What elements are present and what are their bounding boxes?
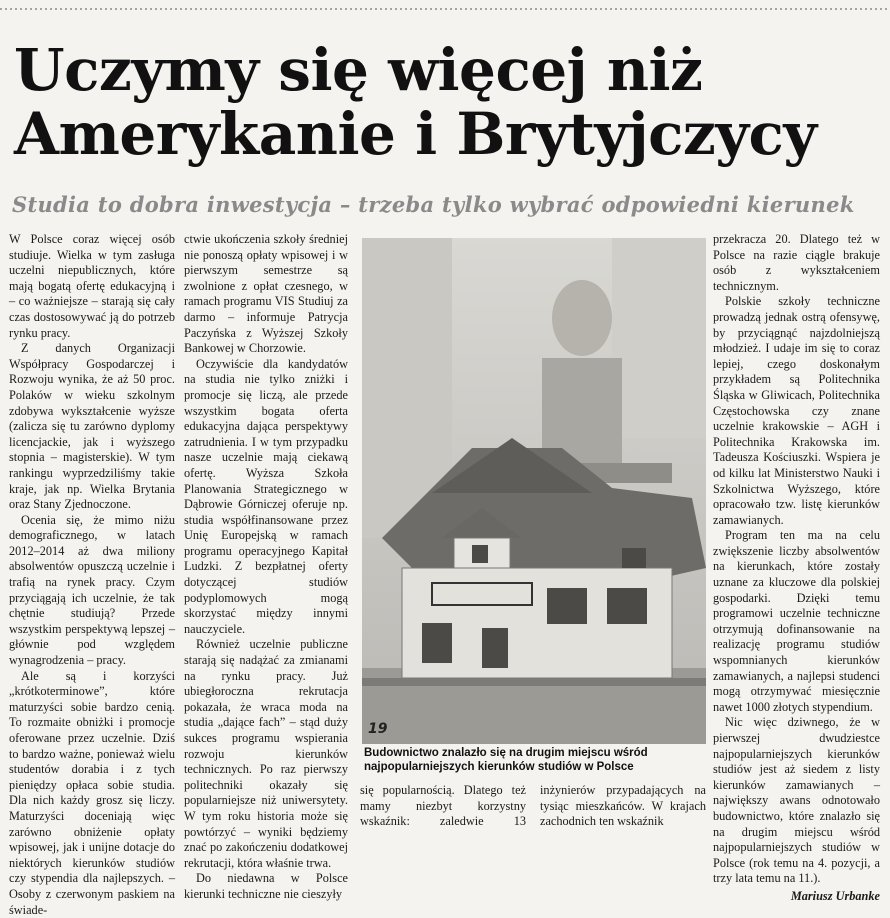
paragraph: przekracza 20. Dlatego też w Polsce na razie ciągle brakuje osób z wykształceniem technicznym. — [713, 232, 880, 293]
column-1 — [9, 232, 175, 918]
column-2-continuation — [360, 783, 706, 830]
top-rule — [0, 0, 890, 6]
photo-number: 19 — [368, 721, 388, 737]
paragraph: Również uczelnie publiczne starają się nadążać za zmianami na rynku pracy. Już ubiegłoroczna rekrutacja pokazała, że wraca moda na studia „dające fach” – stąd duży sukces programu wspierania rozwoju kierunków technicznych. Po raz pierwszy politechniki okazały się popularniejsze niż uniwersytety. W tym roku historia może się powtórzyć – wyniki będziemy znać po zakończeniu dodatkowej rekrutacji, która właśnie trwa. — [184, 637, 348, 870]
paragraph: Ocenia się, że mimo niżu demograficznego, w latach 2012–2014 aż dwa miliony absolwentów opuszczą uczelnie i trafią na rynek pracy. Czym przyciągają ich uczelnie, że tak chętnie studiują? Przede wszystkim perspektywą lepszej – głównie pod względem wynagrodzenia – pracy. — [9, 512, 175, 668]
paragraph: Z danych Organizacji Współpracy Gospodarczej i Rozwoju wynika, że aż 50 proc. Polaków w wieku szkolnym zdobywa wykształcenie wyższe (zalicza się tu zarówno dyplomy licencjackie, jak i wyższego stopnia – magisterskie). W tym rankingu wyprzedziliśmy takie kraje, jak np. Wielka Brytania oraz Stany Zjednoczone. — [9, 341, 175, 512]
paragraph: Ale są i korzyści „krótkoterminowe”, które maturzyści sobie bardzo cenią. To rozmaite obniżki i promocje oferowane przez uczelnie. Dziś to bardzo ważne, ponieważ wielu studentów dorabia i z tych pieniędzy opłaca sobie studia. Dla nich każdy grosz się liczy. Maturzyści doceniają więc zarówno obniżenie opłaty wpisowej, jak i unijne dotacje do niektórych kierunków studiów czy stypendia dla najlepszych. – Osoby z czerwonym paskiem na świade- — [9, 668, 175, 917]
house-model-photo — [362, 238, 706, 744]
column-2 — [184, 232, 348, 903]
paragraph: W Polsce coraz więcej osób studiuje. Wielka w tym zasługa uczelni niepublicznych, które mają bogatą ofertę edukacyjną i – co ważniejsze – starają się cały czas dostosowywać ją do potrzeb rynku pracy. — [9, 232, 175, 340]
photo-caption: Budownictwo znalazło się na drugim miejscu wśród najpopularniejszych kierunków studiów w Polsce — [364, 747, 648, 773]
author-signature: Mariusz Urbanke — [790, 888, 880, 903]
paragraph: Do niedawna w Polsce kierunki techniczne nie cieszyły — [184, 871, 348, 901]
column-3 — [713, 232, 880, 905]
headline-line-1: Uczymy się więcej niż — [14, 36, 703, 104]
paragraph: Nic więc dziwnego, że w pierwszej dwudziestce najpopularniejszych kierunków studiów jest aż siedem z listy kierunków zamawianych – największy awans odnotowało budownictwo, które znalazło się na drugim miejscu wśród najpopularniejszych studiów w Polsce (rok temu na 4. pozycji, a trzy lata temu na 11.). — [713, 715, 880, 886]
headline-line-2: Amerykanie i Brytyjczycy — [14, 100, 817, 168]
paragraph: ctwie ukończenia szkoły średniej nie ponoszą opłaty wpisowej i w pierwszym semestrze są zwolnione z opłat czesnego, w ramach programu VIS Studiuj za darmo – informuje Patrycja Paczyńska z Wyższej Szkoły Bankowej w Chorzowie. — [184, 232, 348, 356]
article-subhead: Studia to dobra inwestycja – trzeba tylko wybrać odpowiedni kierunek — [12, 192, 855, 217]
article-headline — [14, 38, 880, 166]
paragraph: Polskie szkoły techniczne prowadzą jednak ostrą ofensywę, by przyciągnąć najzdolniejszą młodzież. I udaje im się to coraz lepiej, czego doskonałym przykładem są Politechnika Śląska w Gliwicach, Politechnika Częstochowska czy znane uczelnie krakowskie – AGH i Politechnika Krakowska im. Tadeusza Kościuszki. Wspiera je od kilku lat Ministerstwo Nauki i Szkolnictwa Wyższego, które opracowało tzw. listę kierunków zamawianych. — [713, 294, 880, 527]
paragraph: Program ten ma na celu zwiększenie liczby absolwentów na kierunkach, które zostały uznane za kluczowe dla polskiej gospodarki. Dzięki temu programowi uczelnie techniczne otrzymują dofinansowanie na realizację programu studiów wspomnianych kierunków zamawianych, a najlepsi studenci mogą otrzymywać miesięcznie nawet 1000 złotych stypendium. — [713, 528, 880, 714]
paragraph: się popularnością. Dlatego też mamy niezbyt korzystny wskaźnik: zaledwie 13 inżynierów przypadających na tysiąc mieszkańców. W krajach zachodnich ten wskaźnik — [360, 783, 706, 829]
article-photo — [362, 238, 706, 744]
paragraph: Oczywiście dla kandydatów na studia nie tylko zniżki i promocje się liczą, ale przede wszystkim bogata oferta edukacyjna dająca perspektywy zatrudnienia. I w tym przypadku nasze uczelnie mają ciekawą ofertę. Wyższa Szkoła Planowania Strategicznego w Dąbrowie Górniczej oferuje np. studia współfinansowane przez Unię Europejską w ramach programu operacyjnego Kapitał Ludzki. Z bezpłatnej oferty dotyczącej studiów podyplomowych mogą skorzystać między innymi nauczyciele. — [184, 356, 348, 636]
